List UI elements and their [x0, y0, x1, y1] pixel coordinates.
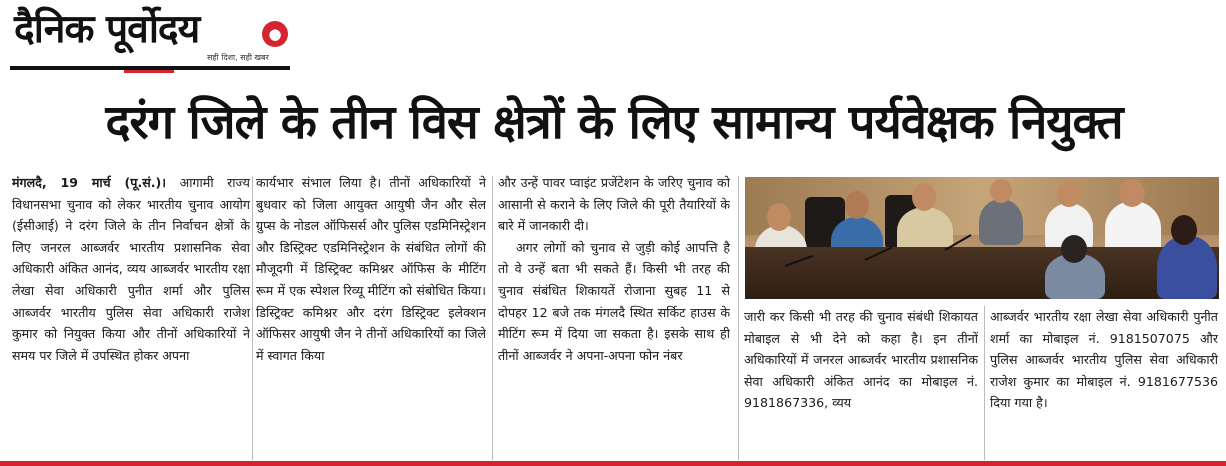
photo-person-head: [912, 183, 936, 211]
masthead-title: दैनिक पूर्वोदय: [14, 6, 200, 52]
masthead-tagline: सही दिशा, सही खबर: [207, 53, 269, 62]
masthead-red-bar: [124, 70, 174, 73]
masthead-logo-dot: ●: [262, 21, 288, 47]
photo-person-head: [1171, 215, 1197, 245]
photo-person-head: [845, 191, 869, 219]
photo-table: [745, 247, 1219, 299]
column-divider: [984, 306, 985, 460]
photo-person-head: [767, 203, 791, 231]
photo-person-head: [1119, 179, 1145, 207]
article-column-2: [256, 172, 486, 464]
masthead: [10, 6, 292, 72]
headline: दरंग जिले के तीन विस क्षेत्रों के लिए सामान्य पर्यवेक्षक नियुक्त: [105, 95, 1123, 150]
column-divider: [252, 176, 253, 460]
column-2-text: कार्यभार संभाल लिया है। तीनों अधिकारियों ने बुधवार को जिला आयुक्त आयुषी जैन और सेल ग्रुप्स के नोडल ऑफिसर्स और पुलिस एडमिनिस्ट्रेशन और डिस्ट्रिक्ट एडमिनिस्ट्रेशन के संबंधित लोगों की मौजूदगी में डिस्ट्रिक्ट कमिश्नर ऑफिस के मीटिंग रूम में एक स्पेशल रिव्यू मीटिंग को संबोधित किया। डिस्ट्रिक्ट कमिश्नर और दरंग डिस्ट्रिक्ट इलेक्शन ऑफिसर आयुषी जैन ने तीनों अधिकारियों का जिले में स्वागत किया: [256, 175, 486, 363]
photo-person: [979, 199, 1023, 245]
photo-person-head: [990, 179, 1012, 203]
article-column-5: [990, 306, 1218, 464]
dateline: मंगलदै, 19 मार्च (पू.सं.)।: [12, 175, 167, 190]
column-4-text: जारी कर किसी भी तरह की चुनाव संबंधी शिकायत मोबाइल से भी देने को कहा है। इन तीनों अधिकारियों में जनरल आब्जर्वर भारतीय प्रशासनिक सेवा अधिकारी अंकित आनंद का मोबाइल नं. 9181867336, व्यय: [744, 309, 978, 411]
article-column-4: [744, 306, 978, 464]
article-column-1: [12, 172, 250, 464]
photo-person-head: [1061, 235, 1087, 263]
footer-accent-bar: [0, 461, 1226, 466]
column-3-paragraph-2: अगर लोगों को चुनाव से जुड़ी कोई आपत्ति है तो वे उन्हें बता भी सकते हैं। किसी भी तरह की चुनाव संबंधित शिकायतें रोजाना सुबह 11 से दोपहर 12 बजे तक मंगलदै स्थित सर्किट हाउस के मीटिंग रूम में दिया जा सकता है। इसके साथ ही तीनों आब्जर्वर ने अपना-अपना फोन नंबर: [498, 239, 730, 363]
column-divider: [738, 176, 739, 460]
column-1-text: आगामी राज्य विधानसभा चुनाव को लेकर भारतीय चुनाव आयोग (ईसीआई) ने दरंग जिले के तीन निर्वाचन क्षेत्रों के लिए जनरल आब्जर्वर भारतीय प्रशासनिक सेवा अधिकारी अंकित आनंद, व्यय आब्जर्वर भारतीय रक्षा लेखा सेवा अधिकारी पुनीत शर्मा और पुलिस आब्जर्वर भारतीय पुलिस सेवा अधिकारी राजेश कुमार को नियुक्त किया और तीनों अधिकारियों ने समय पर जिले में उपस्थित होकर अपना: [12, 175, 250, 363]
column-divider: [492, 176, 493, 460]
column-3-paragraph-1: और उन्हें पावर प्वाइंट प्रजेंटेशन के जरिए चुनाव को आसानी से कराने के लिए जिले की पूरी तैयारियों के बारे में जानकारी दी।: [498, 175, 730, 234]
photo-person-head: [1057, 181, 1081, 207]
meeting-photo: [745, 177, 1219, 299]
column-5-text: आब्जर्वर भारतीय रक्षा लेखा सेवा अधिकारी पुनीत शर्मा का मोबाइल नं. 9181507075 और पुलिस आब्जर्वर भारतीय पुलिस सेवा अधिकारी राजेश कुमार का मोबाइल नं. 9181677536 दिया गया है।: [990, 309, 1218, 411]
article-column-3: [498, 172, 730, 464]
